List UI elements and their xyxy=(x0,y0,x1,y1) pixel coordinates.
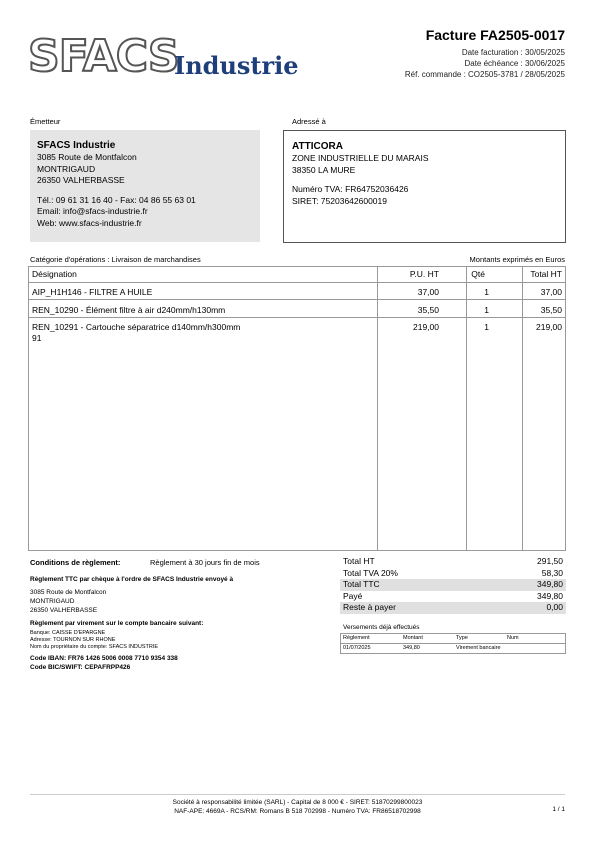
sender-phone: Tél.: 09 61 31 16 40 - Fax: 04 86 55 63 01 xyxy=(37,194,196,205)
col-header-quantity: Qté xyxy=(471,269,485,279)
item-unit-price: 219,00 xyxy=(413,322,439,332)
company-logo xyxy=(28,31,299,88)
bank-name: Banque: CAISSE D'EPARGNE xyxy=(30,630,106,636)
total-row: Total TTC 349,80 xyxy=(340,579,566,591)
total-row: Payé 349,80 xyxy=(343,590,563,601)
recipient-vat: Numéro TVA: FR64752036426 xyxy=(292,184,409,194)
item-designation-continued: 91 xyxy=(32,333,42,343)
cheque-address-line: 26350 VALHERBASSE xyxy=(30,607,98,614)
item-designation: REN_10291 - Cartouche séparatrice d140mm/h300mm 91 xyxy=(32,322,241,343)
page-number: 1 / 1 xyxy=(552,806,565,813)
footer-legal xyxy=(0,798,595,816)
bank-address: Adresse: TOURNON SUR RHONE xyxy=(30,637,116,643)
item-total: 219,00 xyxy=(536,322,562,332)
footer-line: NAF-APE: 4669A - RCS/RM: Romans B 518 702998 - Numéro TVA: FR86518702998 xyxy=(174,808,421,815)
iban: Code IBAN: FR76 1426 5006 0008 7710 9354 338 xyxy=(30,655,178,662)
total-row: Reste à payer 0,00 xyxy=(340,602,566,614)
payment-terms-value: Règlement à 30 jours fin de mois xyxy=(150,558,260,567)
sender-website: Web: www.sfacs-industrie.fr xyxy=(37,217,142,228)
item-total: 37,00 xyxy=(540,287,562,297)
footer-divider xyxy=(30,794,565,795)
footer-line: Société à responsabilité limitée (SARL) - Capital de 8 000 € - SIRET: 51870299800023 xyxy=(172,799,423,806)
sender-address-line: 3085 Route de Montfalcon xyxy=(37,152,137,162)
cheque-address xyxy=(30,588,106,615)
currency-note: Montants exprimés en Euros xyxy=(469,255,565,264)
item-total: 35,50 xyxy=(540,305,562,315)
logo-suffix-text: Industrie xyxy=(174,51,299,80)
item-designation: AIP_H1H146 - FILTRE A HUILE xyxy=(32,287,153,297)
cheque-instructions-title: Règlement TTC par chèque à l'ordre de SFACS Industrie envoyé à xyxy=(30,576,234,583)
payments-table xyxy=(340,633,566,654)
payment-row: 01/07/2025 349,80 Virement bancaire xyxy=(343,645,501,651)
item-unit-price: 35,50 xyxy=(417,305,439,315)
recipient-address-line: ZONE INDUSTRIELLE DU MARAIS xyxy=(292,153,429,163)
sender-address-line: MONTRIGAUD xyxy=(37,163,96,174)
cheque-address-line: MONTRIGAUD xyxy=(30,598,75,605)
sender-email: Email: info@sfacs-industrie.fr xyxy=(37,206,148,216)
payments-header-row: Règlement Montant Type Num xyxy=(341,634,565,644)
totals-block xyxy=(340,556,566,614)
sender-box xyxy=(30,130,260,242)
item-quantity: 1 xyxy=(484,287,489,297)
col-header-unit-price: P.U. HT xyxy=(409,269,439,279)
payments-done-title: Versements déjà effectués xyxy=(343,624,420,631)
item-designation: REN_10290 - Élément filtre à air d240mm/h130mm xyxy=(32,305,226,315)
recipient-siret: SIRET: 75203642600019 xyxy=(292,195,387,206)
invoice-due-date: Date échéance : 30/06/2025 xyxy=(464,59,565,68)
transfer-instructions-title: Règlement par virement sur le compte bancaire suivant: xyxy=(30,620,204,627)
operation-category: Catégorie d'opérations : Livraison de marchandises xyxy=(30,255,201,264)
total-row: Total HT 291,50 xyxy=(343,556,563,566)
invoice-date: Date facturation : 30/05/2025 xyxy=(461,48,565,57)
recipient-label: Adressé à xyxy=(292,117,326,126)
bic-swift: Code BIC/SWIFT: CEPAFRPP426 xyxy=(30,664,131,671)
payment-terms-label: Conditions de règlement: xyxy=(30,558,121,567)
col-header-designation: Désignation xyxy=(32,269,77,279)
total-row: Total TVA 20% 58,30 xyxy=(343,567,563,578)
recipient-name: ATTICORA xyxy=(292,141,343,152)
account-holder: Nom du propriétaire du compte: SFACS INDUSTRIE xyxy=(30,644,159,650)
item-quantity: 1 xyxy=(484,305,489,315)
sender-address-line: 26350 VALHERBASSE xyxy=(37,175,125,185)
logo-brand-text: SFACS xyxy=(28,31,179,82)
invoice-meta xyxy=(405,47,565,80)
bank-details xyxy=(30,630,158,651)
col-header-total: Total HT xyxy=(530,269,562,279)
cheque-address-line: 3085 Route de Montfalcon xyxy=(30,589,107,596)
recipient-box xyxy=(283,130,566,243)
item-unit-price: 37,00 xyxy=(417,287,439,297)
sender-label: Émetteur xyxy=(30,117,61,126)
items-table xyxy=(28,266,566,551)
item-quantity: 1 xyxy=(484,322,489,332)
order-reference: Réf. commande : CO2505-3781 / 28/05/2025 xyxy=(404,70,565,79)
sender-name: SFACS Industrie xyxy=(37,140,116,151)
invoice-title: Facture FA2505-0017 xyxy=(425,27,565,43)
recipient-address-line: 38350 LA MURE xyxy=(292,164,356,175)
